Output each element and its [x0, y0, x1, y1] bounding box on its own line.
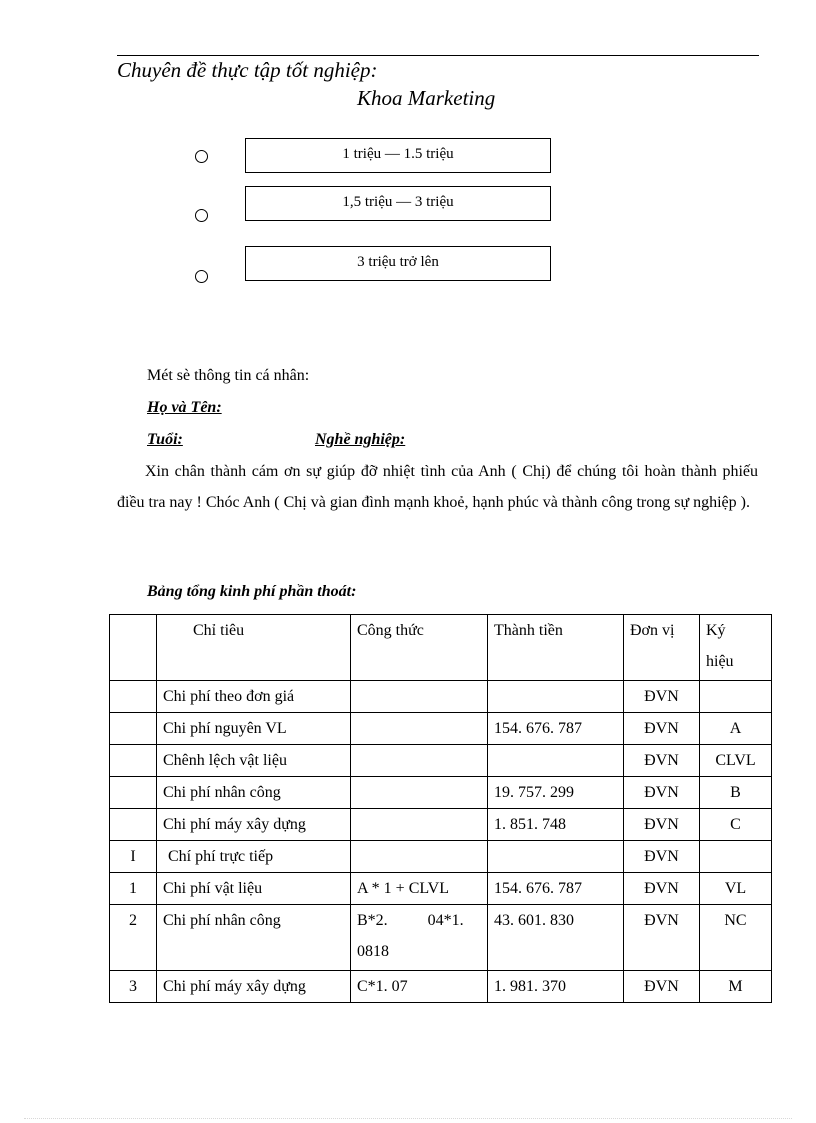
table-row — [110, 905, 772, 971]
option-box-1: 1 triệu — 1.5 triệu — [245, 138, 551, 173]
cell-formula: B*2. 04*1. 0818 — [351, 905, 488, 971]
cell-amount — [488, 841, 624, 873]
age-label: Tuổi: — [147, 431, 183, 448]
cell-item: Chi phí máy xây dựng — [157, 971, 351, 1003]
radio-option-3[interactable] — [195, 270, 208, 283]
cell-symbol: C — [700, 809, 772, 841]
cell-amount: 154. 676. 787 — [488, 713, 624, 745]
table-row — [110, 971, 772, 1003]
page-bottom-border — [24, 1118, 792, 1119]
cell-amount: 43. 601. 830 — [488, 905, 624, 971]
cell-amount — [488, 681, 624, 713]
cell-unit: ĐVN — [624, 745, 700, 777]
cell-unit: ĐVN — [624, 681, 700, 713]
table-row — [110, 681, 772, 713]
cell-index: 2 — [110, 905, 157, 971]
table-row — [110, 777, 772, 809]
cell-symbol: VL — [700, 873, 772, 905]
table-row — [110, 873, 772, 905]
cell-index — [110, 713, 157, 745]
cell-formula — [351, 809, 488, 841]
header-cell-index — [110, 615, 157, 681]
cell-index — [110, 809, 157, 841]
table-caption: Bảng tổng kinh phí phần thoát: — [147, 583, 357, 600]
radio-option-2[interactable] — [195, 209, 208, 222]
cell-item: Chi phí theo đơn giá — [157, 681, 351, 713]
cell-index — [110, 681, 157, 713]
header-cell-unit: Đơn vị — [624, 615, 700, 681]
cell-formula — [351, 777, 488, 809]
cell-unit: ĐVN — [624, 873, 700, 905]
cell-amount — [488, 745, 624, 777]
table-row — [110, 841, 772, 873]
cell-formula — [351, 681, 488, 713]
header-rule — [117, 55, 759, 56]
cell-index: 1 — [110, 873, 157, 905]
cell-amount: 154. 676. 787 — [488, 873, 624, 905]
cell-index: I — [110, 841, 157, 873]
cell-amount: 1. 851. 748 — [488, 809, 624, 841]
header-title: Chuyên đề thực tập tốt nghiệp: — [117, 58, 378, 82]
cost-table — [109, 614, 772, 1003]
header-cell-amount: Thành tiền — [488, 615, 624, 681]
cell-item: Chi phí vật liệu — [157, 873, 351, 905]
cell-symbol: A — [700, 713, 772, 745]
cell-formula — [351, 841, 488, 873]
personal-info-intro: Mét sè thông tin cá nhân: — [147, 367, 310, 384]
cell-item: Chi phí nguyên VL — [157, 713, 351, 745]
cell-symbol: B — [700, 777, 772, 809]
cell-symbol — [700, 841, 772, 873]
radio-option-1[interactable] — [195, 150, 208, 163]
cell-item: Chi phí nhân công — [157, 777, 351, 809]
table-row — [110, 745, 772, 777]
header-cell-symbol: Ký hiệu — [700, 615, 772, 681]
cell-item: Chí phí trực tiếp — [157, 841, 351, 873]
cell-item: Chênh lệch vật liệu — [157, 745, 351, 777]
cell-unit: ĐVN — [624, 971, 700, 1003]
header-cell-item: Chỉ tiêu — [157, 615, 351, 681]
cell-index — [110, 777, 157, 809]
job-label: Nghề nghiệp: — [315, 431, 406, 448]
table-row — [110, 713, 772, 745]
cell-formula: A * 1 + CLVL — [351, 873, 488, 905]
table-header-row — [110, 615, 772, 681]
cell-index: 3 — [110, 971, 157, 1003]
cell-symbol: NC — [700, 905, 772, 971]
header-cell-formula: Công thức — [351, 615, 488, 681]
cell-amount: 19. 757. 299 — [488, 777, 624, 809]
header-department: Khoa Marketing — [357, 86, 496, 110]
cell-symbol: M — [700, 971, 772, 1003]
option-box-2: 1,5 triệu — 3 triệu — [245, 186, 551, 221]
cell-item: Chi phí nhân công — [157, 905, 351, 971]
cell-formula — [351, 745, 488, 777]
cell-item: Chi phí máy xây dựng — [157, 809, 351, 841]
cell-formula: C*1. 07 — [351, 971, 488, 1003]
cell-unit: ĐVN — [624, 809, 700, 841]
option-box-3: 3 triệu trở lên — [245, 246, 551, 281]
cell-amount: 1. 981. 370 — [488, 971, 624, 1003]
cell-symbol: CLVL — [700, 745, 772, 777]
cell-unit: ĐVN — [624, 841, 700, 873]
name-label: Họ và Tên: — [147, 399, 222, 416]
cell-formula — [351, 713, 488, 745]
cell-unit: ĐVN — [624, 905, 700, 971]
cell-index — [110, 745, 157, 777]
cell-symbol — [700, 681, 772, 713]
cell-unit: ĐVN — [624, 713, 700, 745]
thanks-paragraph: Xin chân thành cám ơn sự giúp đỡ nhiệt tình của Anh ( Chị) để chúng tôi hoàn thành phiếu điều tra nay ! Chóc Anh ( Chị và gian đình mạnh khoẻ, hạnh phúc và thành công trong sự nghiệp ). — [117, 463, 758, 511]
cell-unit: ĐVN — [624, 777, 700, 809]
table-row — [110, 809, 772, 841]
